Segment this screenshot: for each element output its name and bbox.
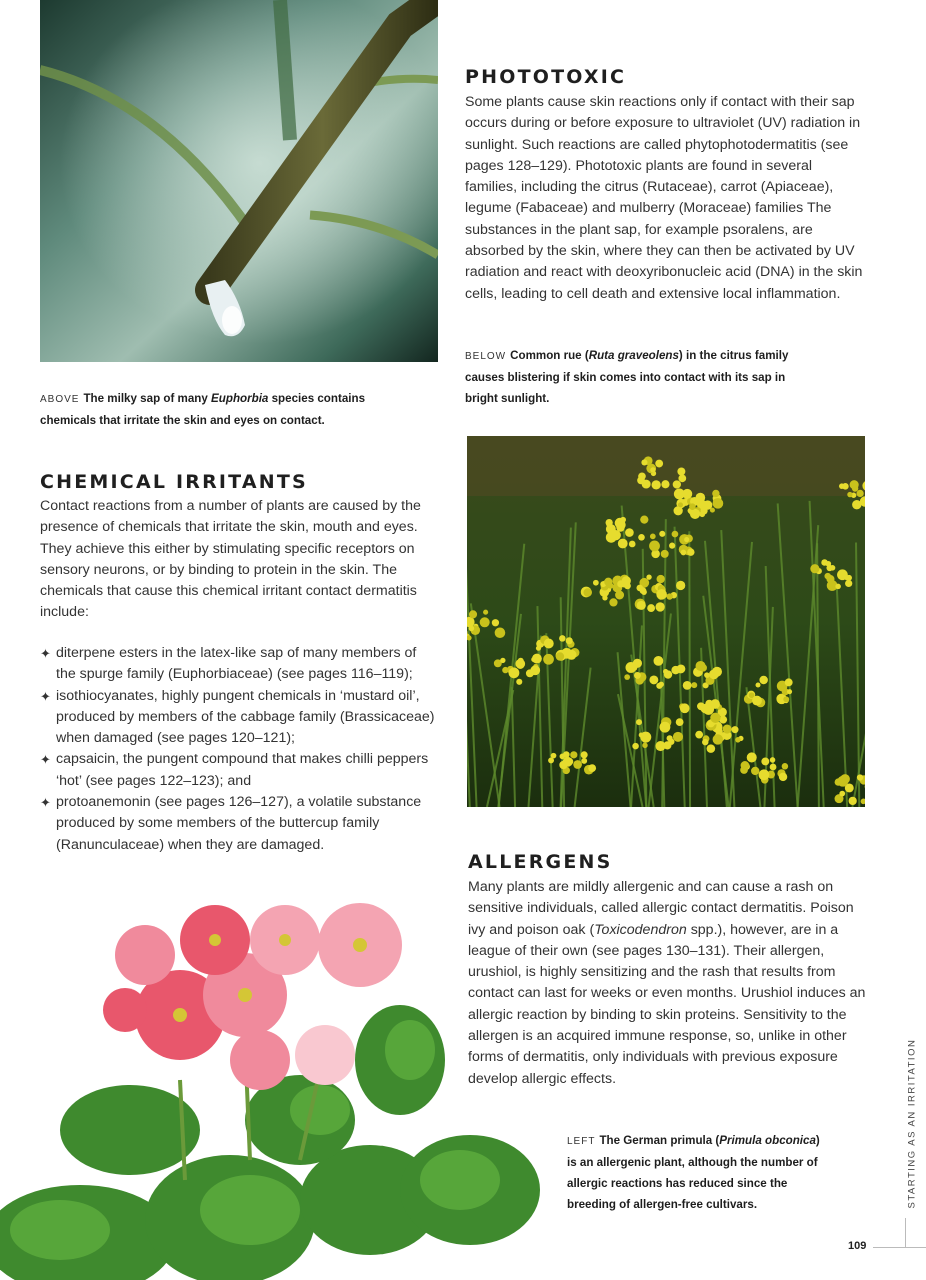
- list-item-text: protoanemonin (see pages 126–127), a volatile substance produced by some members of the buttercup family (Ranunculaceae) when they are damaged.: [56, 794, 422, 853]
- caption-above: [40, 388, 370, 431]
- phototoxic-heading: PHOTOTOXIC: [465, 66, 627, 88]
- phototoxic-paragraph: Some plants cause skin reactions only if contact with their sap occurs during or before exposure to ultraviolet (UV) radiation in sunlight. Such reactions are called phytophotodermatitis (see pages 128–129). Phototoxic plants are found in several families, including the citrus (Rutaceae), carrot (Apiaceae), legume (Fabaceae) and mulberry (Moraceae) families The substances in the plant sap, for example psoralens, are absorbed by the skin, where they can then be activated by UV radiation and react with deoxyribonucleic acid (DNA) in the skin cells, leading to cell death and extensive local inflammation.: [465, 94, 863, 302]
- list-item: [40, 792, 440, 856]
- allergens-text: spp.), however, are in a league of their own (see pages 130–131). Their allergen, urushiol, is highly sensitizing and the rash that results from contact can last for weeks or even months. Urushiol induces an allergic reaction by binding to skin proteins. Sensitivity to the allergen is an acquired immune response, so, unlike in other forms of dermatitis, only individuals with previous exposure develop allergic effects.: [468, 921, 866, 1087]
- list-item: [40, 686, 440, 750]
- caption-left: [567, 1130, 832, 1215]
- allergens-text: Many plants are mildly allergenic and can cause a rash on sensitive individuals, called allergic contact dermatitis. Poison ivy and poison oak (: [468, 879, 854, 938]
- caption-label: BELOW: [465, 351, 507, 362]
- phototoxic-body: [465, 92, 865, 305]
- page-number: 109: [848, 1240, 867, 1252]
- bullet-icon: ✦: [40, 646, 51, 661]
- irritant-list: [40, 643, 440, 856]
- list-item-text: isothiocyanates, highly pungent chemicals in ‘mustard oil’, produced by members of the cabbage family (Brassicaceae) when damaged (see pages 120–121);: [56, 687, 435, 747]
- caption-text: The milky sap of many: [83, 392, 212, 405]
- caption-text: ) in the citrus family causes blistering if skin comes into contact with its sap in bright sunlight.: [465, 349, 789, 405]
- list-item-text: diterpene esters in the latex-like sap of many members of the spurge family (Euphorbiaceae) (see pages 116–119);: [56, 645, 417, 683]
- chemical-irritants-body: [40, 496, 432, 624]
- common-rue-photo: [467, 436, 865, 807]
- primula-photo: [0, 900, 545, 1280]
- allergens-genus: Toxicodendron: [594, 921, 687, 938]
- divider: [905, 1218, 906, 1248]
- caption-below: [465, 345, 805, 409]
- bullet-icon: ✦: [40, 795, 51, 811]
- allergens-heading: ALLERGENS: [468, 851, 613, 873]
- list-item: [40, 643, 440, 686]
- chemical-irritants-heading: CHEMICAL IRRITANTS: [40, 471, 308, 493]
- caption-species: Ruta graveolens: [588, 349, 679, 362]
- caption-text: The German primula (: [599, 1134, 720, 1147]
- caption-species: Primula obconica: [719, 1134, 816, 1147]
- caption-text: species contains chemicals that irritate the skin and eyes on contact.: [40, 392, 366, 427]
- caption-label: ABOVE: [40, 394, 80, 405]
- running-head: [896, 1038, 918, 1210]
- divider: [873, 1247, 926, 1248]
- caption-text: Common rue (: [510, 349, 589, 362]
- caption-text: ) is an allergenic plant, although the number of allergic reactions has reduced since the breeding of allergen-free cultivars.: [567, 1134, 820, 1211]
- caption-label: LEFT: [567, 1136, 596, 1147]
- chemical-irritants-intro: Contact reactions from a number of plants are caused by the presence of chemicals that irritate the skin, mouth and eyes. They achieve this either by stimulating specific receptors on sensory neurons, or by binding to protein in the skin. The chemicals that cause this chemical irritant contact dermatitis include:: [40, 498, 421, 621]
- caption-species: Euphorbia: [211, 392, 269, 405]
- euphorbia-sap-photo: [40, 0, 438, 362]
- bullet-icon: ✦: [40, 688, 51, 704]
- bullet-icon: ✦: [40, 752, 51, 768]
- running-head-text: STARTING AS AN IRRITATION: [906, 1038, 918, 1209]
- list-item: [40, 749, 440, 792]
- list-item-text: capsaicin, the pungent compound that makes chilli peppers ‘hot’ (see pages 122–123); and: [56, 751, 429, 789]
